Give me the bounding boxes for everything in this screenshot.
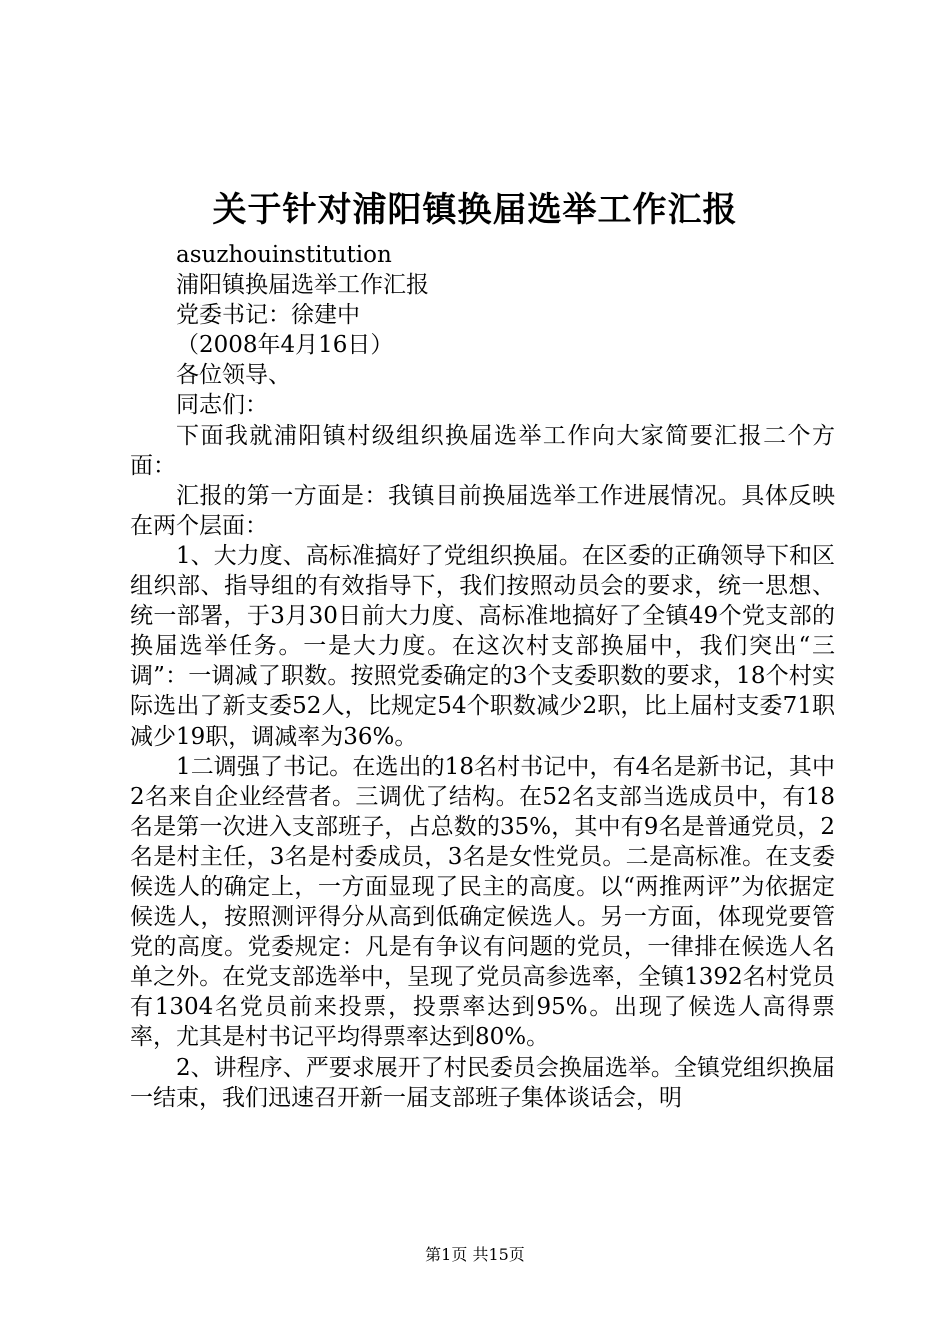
page-number-footer: 第1页 共15页 <box>425 1245 525 1264</box>
author-line: 党委书记：徐建中 <box>176 302 360 329</box>
salutation-line-2: 同志们： <box>176 392 268 419</box>
paragraph: 1二调强了书记。在选出的18名村书记中，有4名是新书记，其中2名来自企业经营者。三调优了结构。在52名支部当选成员中，有18名是第一次进入支部班子，占总数的35%，其中有9名是普通党员，2名是村主任，3名是村委成员，3名是女性党员。二是高标准。在支委候选人的确定上，一方面显现了民主的高度。以“两推两评”为依据定候选人，按照测评得分从高到低确定候选人。另一方面，体现党要管党的高度。党委规定：凡是有争议有问题的党员，一律排在候选人名单之外。在党支部选举中，呈现了党员高参选率，全镇1392名村党员有1304名党员前来投票，投票率达到95%。出现了候选人高得票率，尤其是村书记平均得票率达到80%。 <box>130 753 835 1051</box>
date-line: （2008年4月16日） <box>176 332 394 359</box>
institution-line: asuzhouinstitution <box>176 242 392 268</box>
report-subtitle: 浦阳镇换届选举工作汇报 <box>176 272 429 299</box>
document-title: 关于针对浦阳镇换届选举工作汇报 <box>212 190 738 230</box>
paragraph: 汇报的第一方面是：我镇目前换届选举工作进展情况。具体反映在两个层面： <box>130 482 835 539</box>
paragraph: 1、大力度、高标准搞好了党组织换届。在区委的正确领导下和区组织部、指导组的有效指导下，我们按照动员会的要求，统一思想、统一部署，于3月30日前大力度、高标准地搞好了全镇49个党支部的换届选举任务。一是大力度。在这次村支部换届中，我们突出“三调”：一调减了职数。按照党委确定的3个支委职数的要求，18个村实际选出了新支委52人，比规定54个职数减少2职，比上届村支委71职减少19职，调减率为36%。 <box>130 542 835 750</box>
paragraph: 下面我就浦阳镇村级组织换届选举工作向大家简要汇报二个方面： <box>130 422 835 479</box>
salutation-line-1: 各位领导、 <box>176 362 291 389</box>
paragraph: 2、讲程序、严要求展开了村民委员会换届选举。全镇党组织换届一结束，我们迅速召开新一届支部班子集体谈话会，明 <box>130 1054 835 1111</box>
document-body <box>130 240 835 1113</box>
